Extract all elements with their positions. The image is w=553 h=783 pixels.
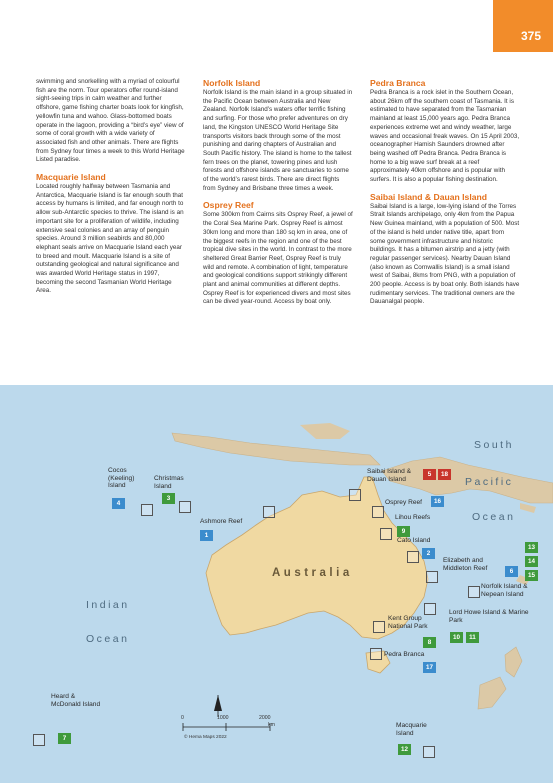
heading-norfolk: Norfolk Island [203,78,261,88]
heading-osprey: Osprey Reef [203,200,254,211]
place-norfolk: Norfolk Island & Nepean Island [481,583,528,598]
map-credit: © Hema Maps 2022 [184,735,227,740]
place-heard: Heard & McDonald Island [51,693,101,708]
sea-label-indian: Indian [86,599,130,611]
locator-macquarie [423,746,435,758]
place-lihou: Lihou Reefs [395,514,431,521]
page-number: 375 [520,29,541,43]
place-lordhowe: Lord Howe Island & Marine Park [449,609,529,624]
heading-macquarie: Macquarie Island [36,172,106,183]
badge-lihou: 9 [397,526,410,537]
locator-cato [407,551,419,563]
locator-elizabeth [426,571,438,583]
paragraph-norfolk: Norfolk Island is the main island in a group situated in the Pacific Ocean between Australia and New Zealand. Norfolk Island’s waters offer terrific fishing and surfing. For those who prefer adventures on dry land, the Kingston UNESCO World Heritage Site transports visitors back through some of the most punishing and daring chapters of Australian and South Pacific history. The island is home to the tallest fern trees on the planet, towering pines and lush forests and offshore islands are sanctuaries to some of the world’s rarest birds. There are direct flights from Sydney and Brisbane three times a week. [203,89,353,192]
badge-ashmore: 1 [200,530,213,541]
badge-saibai-18: 18 [438,469,451,480]
badge-heard: 7 [58,733,71,744]
map-landmass [0,385,553,783]
locator-norfolk [468,586,480,598]
scale-unit: km [268,722,275,728]
place-pedra: Pedra Branca [384,651,425,658]
text-column-2 [203,78,353,307]
locator-ashmore [263,506,275,518]
badge-saibai-5: 5 [423,469,436,480]
badge-kent: 8 [423,637,436,648]
badge-cocos: 4 [112,498,125,509]
place-cato: Cato Island [397,537,431,544]
locator-saibai [349,489,361,501]
paragraph-intro: swimming and snorkelling with a myriad of colourful fish are the norm. Tour operators offer round-island sight-seeing trips in calm weather and further offshore, game fishing charter boats look for kingfish, yellowfin tuna and wahoo. Glass-bottomed boats operate in the lagoon, providing a “bird’s eye” view of some of coral growth with a wide variety of associated fish and other animals. There are flights from Sydney four times a week to this World Heritage Listed paradise. [36,78,185,164]
place-kent: Kent Group National Park [388,615,428,630]
scale-label-0: 0 [181,715,184,721]
scale-label-2000: 2000 [259,715,271,721]
page-number-tab [493,0,553,52]
locator-pedra [370,648,382,660]
locator-kent [373,621,385,633]
badge-elizabeth: 6 [505,566,518,577]
badge-lordhowe-11: 11 [466,632,479,643]
locator-lihou [380,528,392,540]
sea-label-south: South [474,439,514,451]
locator-cocos [141,504,153,516]
place-ashmore: Ashmore Reef [200,518,243,525]
sea-label-ocean-east: Ocean [472,511,516,523]
paragraph-osprey: Some 300km from Cairns sits Osprey Reef, a jewel of the Coral Sea Marine Park. Osprey Reef is almost 30km long and more than 180 sq km in area, one of the biggest reefs in the region and one of the best tropical dive sites in the world. In contrast to the more sheltered Great Barrier Reef, Osprey Reef is truly wild and remote. A combination of light, temperature and geological conditions support strikingly different plant and animal communities at different depths. Osprey Reef is for experienced divers and most sites can be dived year-round. Access by boat only. [203,211,353,306]
country-label: Australia [272,567,353,579]
badge-macquarie: 12 [398,744,411,755]
badge-14: 14 [525,556,538,567]
sea-label-pacific: Pacific [465,476,514,488]
text-column-1 [36,78,186,296]
locator-christmas [179,501,191,513]
place-saibai: Saibai Island & Dauan Island [367,468,411,483]
place-macquarie: Macquarie Island [396,722,427,737]
paragraph-saibai: Saibai Island is a large, low-lying island of the Torres Strait Islands archipelago, only 4km from the Papua New Guinea mainland, with a population of 500. Most of the island is held under native title, apart from some government infrastructure and historic buildings. It has a bitumen airstrip and a jetty (with regular passenger services). Nearby Dauan Island (also known as Cornwallis Island) is a small island west of Saibai, 8kms from PNG, with a population of 200 people. Access is by boat only. Both islands have rudimentary services. The traditional owners are the Dauanalgal people. [370,202,520,306]
paragraph-pedra: Pedra Branca is a rock islet in the Southern Ocean, about 26km off the southern coast of Tasmania. It is estimated to have separated from the Tasmanian mainland at least 15,000 years ago. Pedra Branca experiences extreme wet and windy weather, large waves and occasional freak waves. On 15 April 2003, oceanographer Hamish Saunders drowned after being washed off Pedra Branca. Pedra Branca is home to a big wave surf break at a reef approximately 40km offshore and is popular with surfers. It is also a popular fishing destination. [370,89,520,184]
badge-lordhowe-10: 10 [450,632,463,643]
islands-map [0,385,553,783]
badge-pedra: 17 [423,662,436,673]
place-cocos: Cocos (Keeling) Island [108,467,135,490]
place-christmas: Christmas Island [154,475,184,490]
badge-13: 13 [525,542,538,553]
locator-osprey [372,506,384,518]
locator-heard [33,734,45,746]
place-elizabeth: Elizabeth and Middleton Reef [443,557,488,572]
heading-saibai: Saibai Island & Dauan Island [370,191,488,202]
place-osprey: Osprey Reef [385,499,423,506]
text-column-3 [370,78,520,307]
locator-lordhowe [424,603,436,615]
heading-pedra: Pedra Branca [370,78,426,88]
badge-christmas: 3 [162,493,175,504]
badge-15: 15 [525,570,538,581]
scale-label-1000: 1000 [217,715,229,721]
badge-osprey: 16 [431,496,444,507]
paragraph-macquarie: Located roughly halfway between Tasmania and Antarctica, Macquarie Island is far enough south that access by humans is limited, and far enough north to allow sub-Antarctic species to thrive. The island is an important site for a proliferation of wildlife, including extensive seal colonies and an array of penguin species. Around 3 million seabirds and 80,000 elephant seals arrive on Macquarie Island each year to breed and moult. Macquarie Island is a site of outstanding geological and natural significance and was awarded World Heritage status in 1997, becoming the second Tasmanian World Heritage Area. [36,183,184,295]
badge-cato: 2 [422,548,435,559]
sea-label-ocean-west: Ocean [86,633,130,645]
